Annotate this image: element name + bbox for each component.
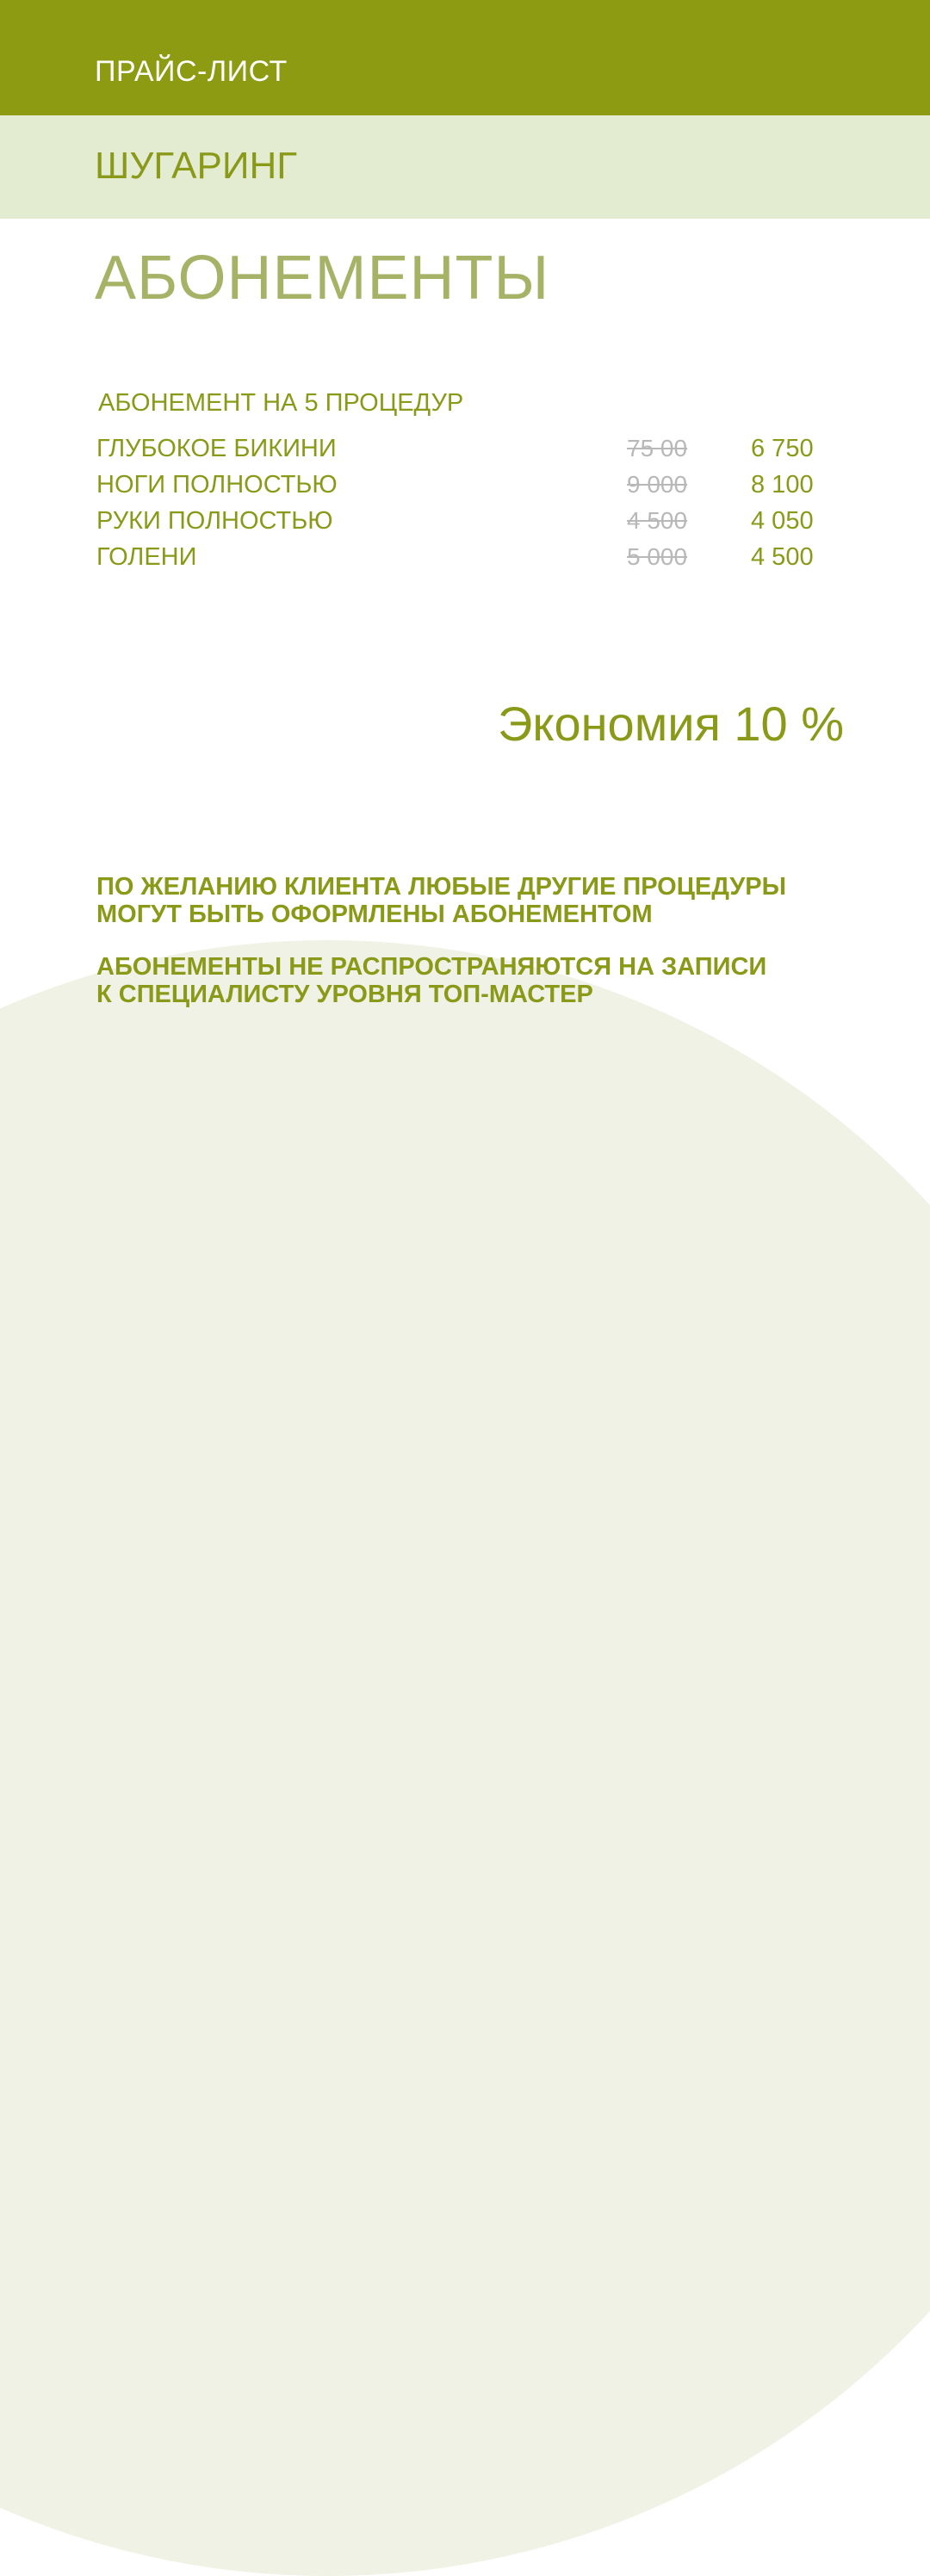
- price-table: [96, 435, 846, 579]
- note-line: ПО ЖЕЛАНИЮ КЛИЕНТА ЛЮБЫЕ ДРУГИЕ ПРОЦЕДУРЫ: [96, 873, 787, 901]
- note-line: АБОНЕМЕНТЫ НЕ РАСПРОСТРАНЯЮТСЯ НА ЗАПИСИ: [96, 953, 767, 981]
- note-line: МОГУТ БЫТЬ ОФОРМЛЕНЫ АБОНЕМЕНТОМ: [96, 901, 653, 928]
- service-name: НОГИ ПОЛНОСТЬЮ: [96, 471, 338, 498]
- service-name: ГОЛЕНИ: [96, 543, 197, 571]
- service-name: ГЛУБОКОЕ БИКИНИ: [96, 435, 337, 462]
- price-row: [96, 471, 846, 507]
- price-row: [96, 507, 846, 543]
- note-top-master: [96, 953, 766, 1008]
- category-title: ШУГАРИНГ: [95, 145, 298, 187]
- new-price: 4 050: [751, 507, 814, 535]
- old-price: 75 00: [627, 435, 688, 461]
- service-name: РУКИ ПОЛНОСТЬЮ: [96, 507, 333, 535]
- note-line: К СПЕЦИАЛИСТУ УРОВНЯ ТОП-МАСТЕР: [96, 981, 593, 1008]
- savings-label: Экономия 10 %: [498, 697, 844, 751]
- package-title: АБОНЕМЕНТ НА 5 ПРОЦЕДУР: [98, 389, 464, 417]
- new-price: 8 100: [751, 471, 814, 498]
- background-circle-decoration: [0, 940, 930, 2576]
- header-bar: [0, 0, 930, 115]
- price-row: [96, 435, 846, 471]
- old-price: 5 000: [627, 543, 688, 570]
- new-price: 4 500: [751, 543, 814, 571]
- old-price: 4 500: [627, 507, 688, 534]
- old-price: 9 000: [627, 471, 688, 498]
- section-title: АБОНЕМЕНТЫ: [95, 244, 550, 313]
- new-price: 6 750: [751, 435, 814, 462]
- price-row: [96, 543, 846, 579]
- header-title: ПРАЙС-ЛИСТ: [95, 55, 288, 88]
- note-custom-procedures: [96, 873, 786, 928]
